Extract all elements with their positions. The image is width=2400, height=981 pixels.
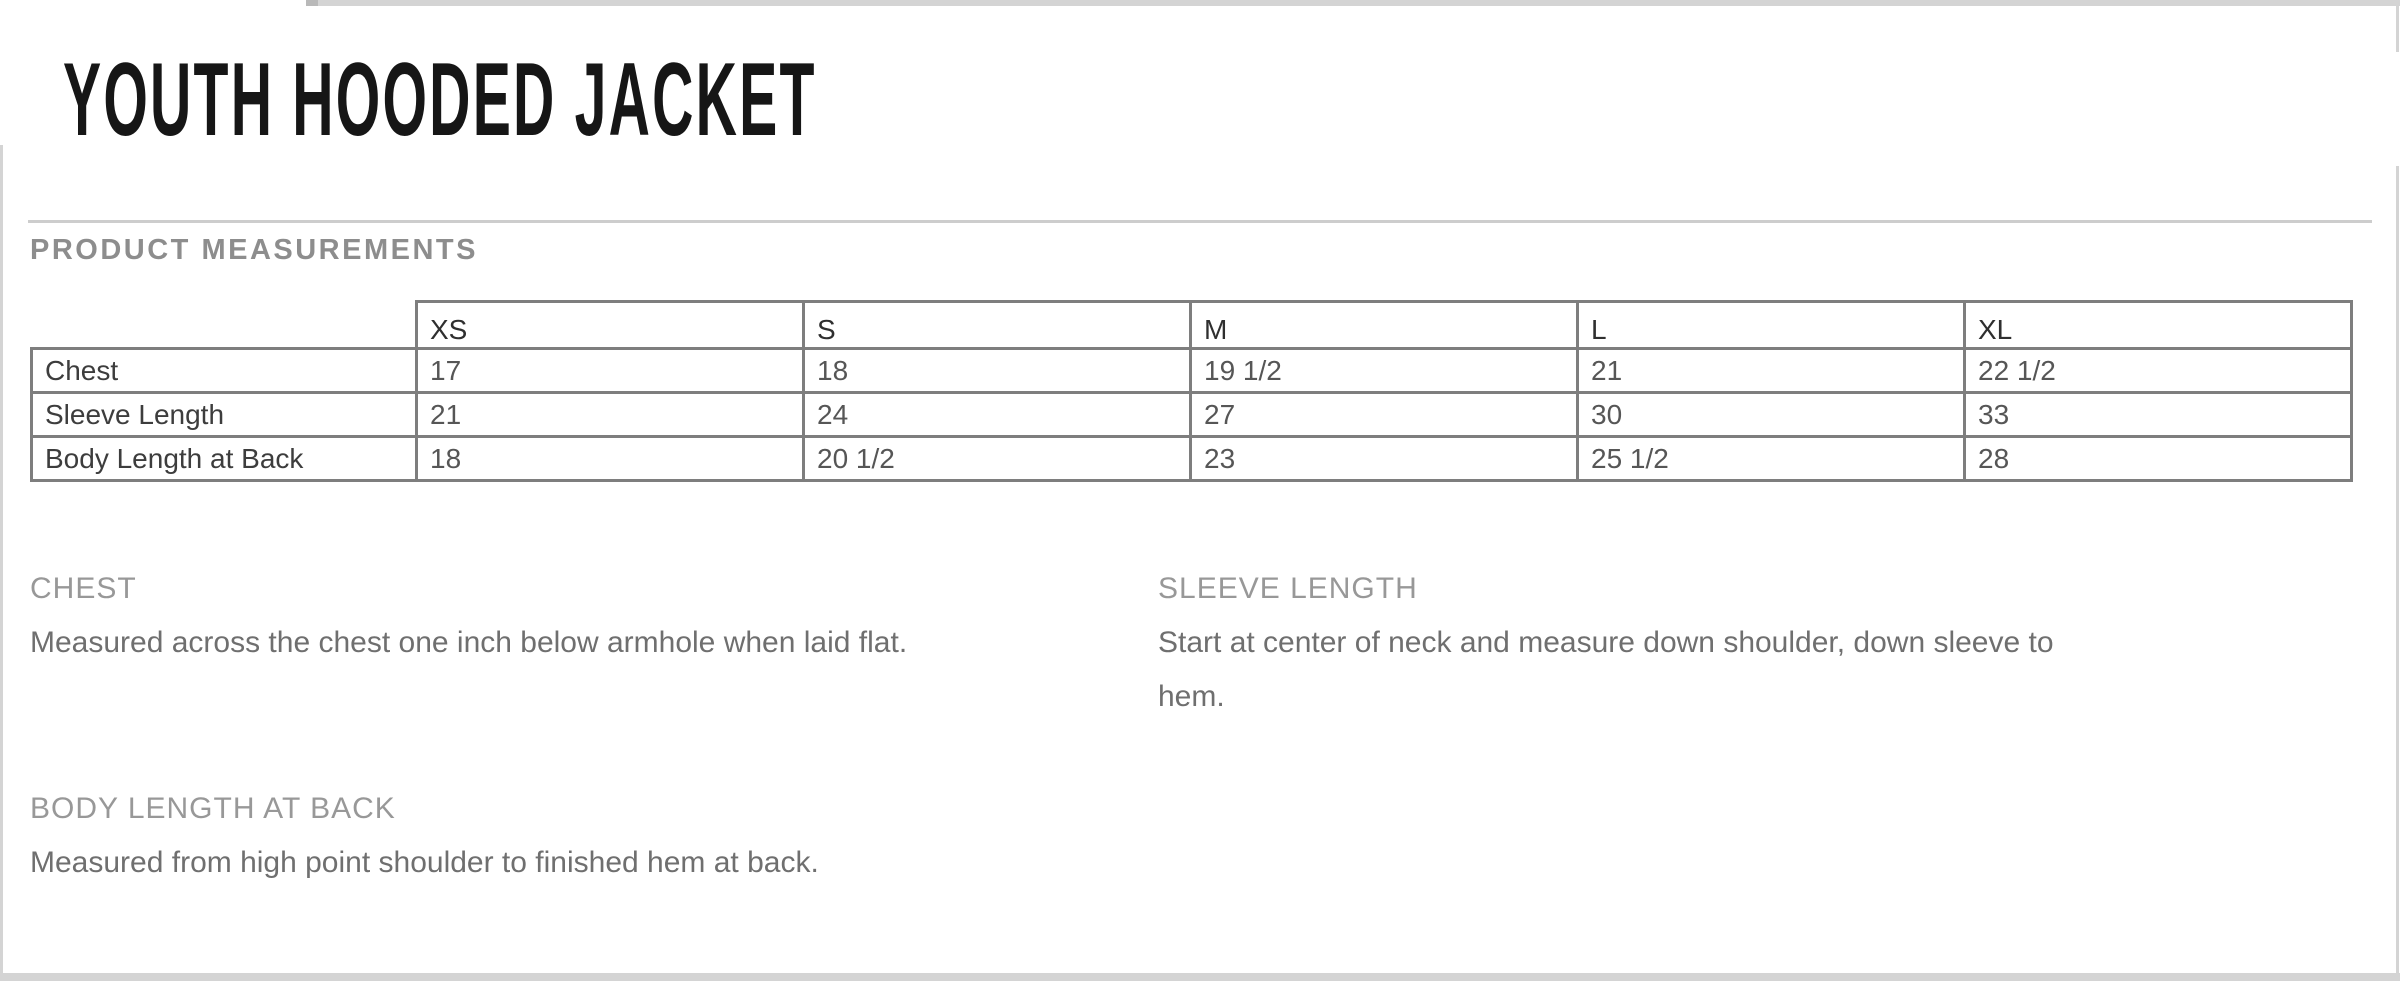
page-border-top-cap: [306, 0, 318, 6]
chest-value-s: 18: [804, 349, 1191, 393]
sleeve-value-m: 27: [1191, 393, 1578, 437]
size-column-header-l: L: [1578, 302, 1965, 349]
sleeve-value-xs: 21: [417, 393, 804, 437]
note-chest: [30, 562, 1130, 670]
size-table-corner-cell: [32, 302, 417, 349]
body-length-value-l: 25 1/2: [1578, 437, 1965, 481]
size-column-header-m: M: [1191, 302, 1578, 349]
page-border-right-upper: [2396, 0, 2399, 52]
body-length-value-m: 23: [1191, 437, 1578, 481]
note-chest-heading: CHEST: [30, 572, 137, 605]
note-body-length-at-back: [30, 782, 1180, 890]
sleeve-value-s: 24: [804, 393, 1191, 437]
note-sleeve-length-description: Start at center of neck and measure down shoulder, down sleeve to hem.: [1158, 626, 2054, 713]
note-chest-description: Measured across the chest one inch below armhole when laid flat.: [30, 626, 908, 659]
table-row-body-length-at-back: [32, 437, 2352, 481]
sleeve-value-l: 30: [1578, 393, 1965, 437]
row-label-sleeve-length: Sleeve Length: [32, 393, 417, 437]
body-length-value-xl: 28: [1965, 437, 2352, 481]
note-sleeve-length-heading: SLEEVE LENGTH: [1158, 572, 1418, 605]
row-label-chest: Chest: [32, 349, 417, 393]
size-column-header-xl: XL: [1965, 302, 2352, 349]
size-column-header-xs: XS: [417, 302, 804, 349]
chest-value-xl: 22 1/2: [1965, 349, 2352, 393]
body-length-value-s: 20 1/2: [804, 437, 1191, 481]
page-border-bottom: [0, 973, 2400, 981]
size-table: [30, 300, 2353, 482]
note-body-length-heading: BODY LENGTH AT BACK: [30, 792, 396, 825]
chest-value-m: 19 1/2: [1191, 349, 1578, 393]
body-length-value-xs: 18: [417, 437, 804, 481]
page-border-left: [0, 145, 3, 973]
row-label-body-length: Body Length at Back: [32, 437, 417, 481]
table-row-chest: [32, 349, 2352, 393]
product-title: YOUTH HOODED JACKET: [63, 42, 817, 158]
size-table-header-row: [32, 302, 2352, 349]
note-sleeve-length: [1158, 562, 2063, 724]
page-border-right-lower: [2396, 166, 2399, 973]
size-column-header-s: S: [804, 302, 1191, 349]
page-border-top: [306, 0, 2400, 6]
chest-value-xs: 17: [417, 349, 804, 393]
chest-value-l: 21: [1578, 349, 1965, 393]
sleeve-value-xl: 33: [1965, 393, 2352, 437]
note-body-length-description: Measured from high point shoulder to finished hem at back.: [30, 846, 819, 879]
section-divider: [28, 220, 2372, 223]
table-row-sleeve-length: [32, 393, 2352, 437]
product-measurements-heading: PRODUCT MEASUREMENTS: [30, 234, 478, 266]
